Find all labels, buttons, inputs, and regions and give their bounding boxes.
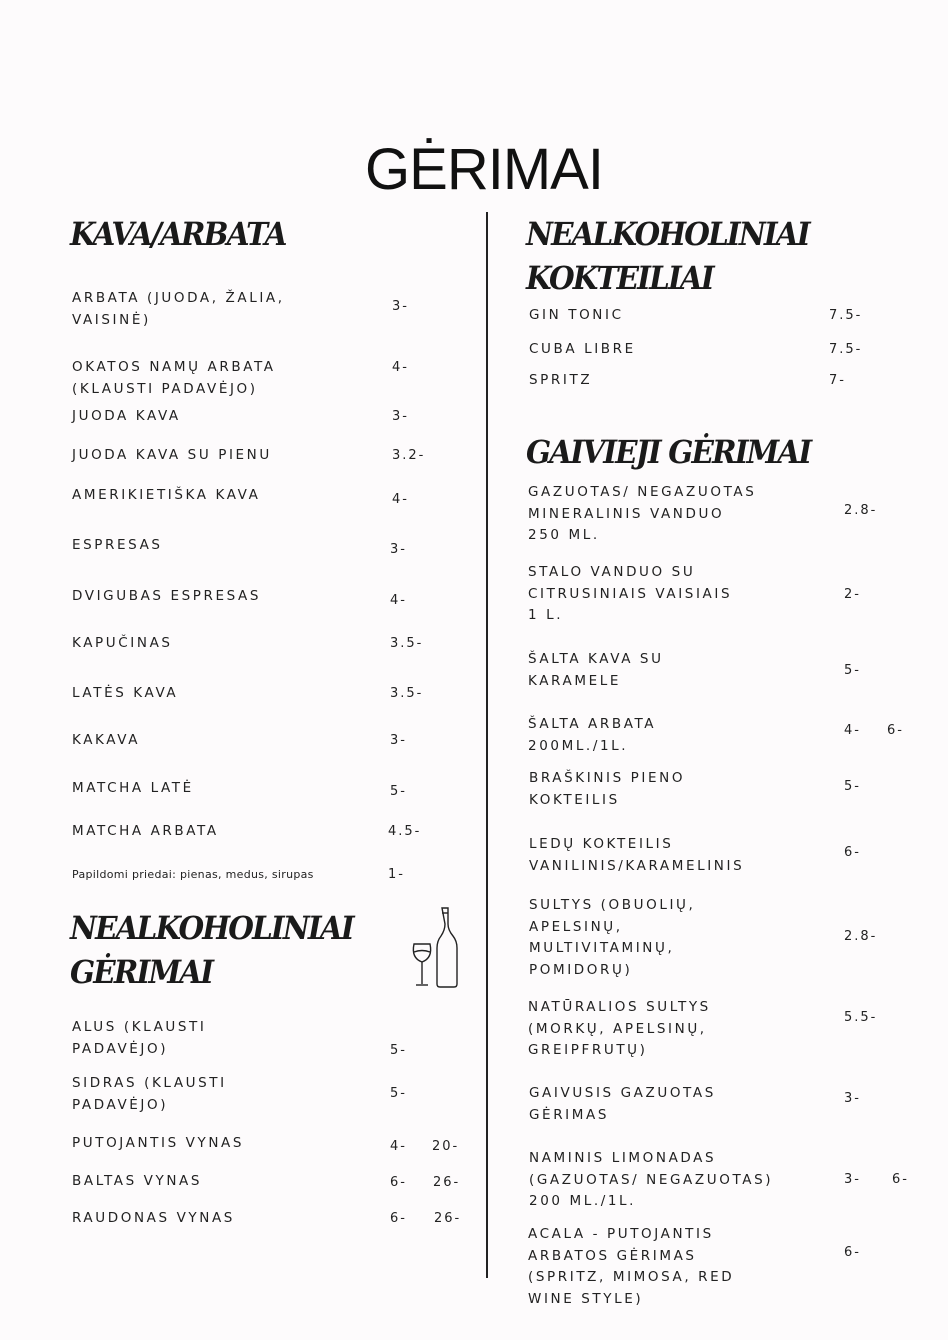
section-heading-gaivieji-gerimai: GAIVIEJI GĖRIMAI [526, 433, 811, 471]
item-name: ŠALTA ARBATA 200ML./1L. [528, 716, 657, 754]
column-divider [486, 212, 488, 1278]
item-price: 4- [390, 593, 407, 608]
item-price-large: 20- [432, 1139, 460, 1154]
item-name: PUTOJANTIS VYNAS [72, 1135, 245, 1151]
item-price: 3- [844, 1091, 861, 1106]
item-name: STALO VANDUO SU CITRUSINIAIS VAISIAIS 1 L. [528, 564, 733, 623]
heading-line: KOKTEILIAI [526, 259, 713, 297]
item-price: 5- [844, 779, 861, 794]
item-price-large: 26- [433, 1175, 461, 1190]
item-name: ESPRESAS [72, 537, 163, 553]
item-price: 6- [390, 1211, 407, 1226]
item-name: OKATOS NAMŲ ARBATA (KLAUSTI PADAVĖJO) [72, 359, 276, 397]
item-price-large: 6- [892, 1172, 909, 1187]
item-price: 3- [392, 299, 409, 314]
section-heading-nealkoholiniai-kokteiliai [526, 212, 809, 300]
heading-line: NEALKOHOLINIAI [70, 909, 353, 947]
item-price: 5- [390, 1086, 407, 1101]
item-price: 3- [844, 1172, 861, 1187]
item-name: ALUS (KLAUSTI PADAVĖJO) [72, 1019, 207, 1057]
item-price: 4.5- [388, 824, 422, 839]
item-price: 4- [390, 1139, 407, 1154]
item-price: 4- [844, 723, 861, 738]
item-name: ACALA - PUTOJANTIS ARBATOS GĖRIMAS (SPRITZ, MIMOSA, RED WINE STYLE) [528, 1226, 735, 1307]
item-price: 1- [388, 867, 405, 882]
wine-bottle-icon [406, 904, 462, 990]
item-name: LEDŲ KOKTEILIS VANILINIS/KARAMELINIS [529, 836, 745, 874]
item-price: 5- [390, 784, 407, 799]
item-price: 3.2- [392, 448, 426, 463]
item-name: KAKAVA [72, 732, 141, 748]
item-name: MATCHA LATĖ [72, 780, 194, 796]
item-price: 2- [844, 587, 861, 602]
item-price: 7.5- [829, 342, 863, 357]
item-name: CUBA LIBRE [529, 341, 636, 357]
item-price-large: 6- [887, 723, 904, 738]
item-name: SULTYS (OBUOLIŲ, APELSINŲ, MULTIVITAMINŲ, POMIDORŲ) [529, 897, 696, 978]
item-price: 2.8- [844, 503, 878, 518]
item-name: AMERIKIETIŠKA KAVA [72, 487, 261, 503]
page-title: GĖRIMAI [365, 137, 603, 202]
item-name: BALTAS VYNAS [72, 1173, 203, 1189]
item-name: GIN TONIC [529, 307, 624, 323]
item-price: 2.8- [844, 929, 878, 944]
item-name: JUODA KAVA SU PIENU [72, 447, 272, 463]
item-price: 7.5- [829, 308, 863, 323]
item-price: 6- [844, 1245, 861, 1260]
item-name: ARBATA (JUODA, ŽALIA, VAISINĖ) [72, 290, 285, 328]
item-name: LATĖS KAVA [72, 685, 179, 701]
item-name: SPRITZ [529, 372, 593, 388]
item-price: 3- [390, 542, 407, 557]
item-price: 3- [390, 733, 407, 748]
item-price: 3.5- [390, 686, 424, 701]
item-price: 5- [390, 1043, 407, 1058]
item-name: MATCHA ARBATA [72, 823, 219, 839]
item-name: GAZUOTAS/ NEGAZUOTAS MINERALINIS VANDUO 250 ML. [528, 484, 757, 543]
item-name: NATŪRALIOS SULTYS (MORKŲ, APELSINŲ, GREIPFRUTŲ) [528, 999, 711, 1058]
item-name: ŠALTA KAVA SU KARAMELE [528, 651, 664, 689]
heading-line: NEALKOHOLINIAI [526, 215, 809, 253]
item-name: NAMINIS LIMONADAS (GAZUOTAS/ NEGAZUOTAS) 200 ML./1L. [529, 1150, 774, 1209]
item-price: 6- [844, 845, 861, 860]
section-heading-kava-arbata: KAVA/ARBATA [70, 215, 286, 253]
item-price: 7- [829, 373, 846, 388]
item-name: KAPUČINAS [72, 635, 173, 651]
item-name: Papildomi priedai: pienas, medus, sirupas [72, 868, 314, 881]
item-price: 5- [844, 663, 861, 678]
item-name: BRAŠKINIS PIENO KOKTEILIS [529, 770, 686, 808]
item-price: 4- [392, 360, 409, 375]
heading-line: GĖRIMAI [70, 953, 213, 991]
item-price: 6- [390, 1175, 407, 1190]
item-price: 3- [392, 409, 409, 424]
section-heading-nealkoholiniai-gerimai [70, 906, 353, 994]
item-name: DVIGUBAS ESPRESAS [72, 588, 262, 604]
item-name: RAUDONAS VYNAS [72, 1210, 235, 1226]
item-name: GAIVUSIS GAZUOTAS GĖRIMAS [529, 1085, 716, 1123]
item-price: 3.5- [390, 636, 424, 651]
item-price-large: 26- [434, 1211, 462, 1226]
item-price: 4- [392, 492, 409, 507]
item-price: 5.5- [844, 1010, 878, 1025]
item-name: JUODA KAVA [72, 408, 181, 424]
item-name: SIDRAS (KLAUSTI PADAVĖJO) [72, 1075, 227, 1113]
